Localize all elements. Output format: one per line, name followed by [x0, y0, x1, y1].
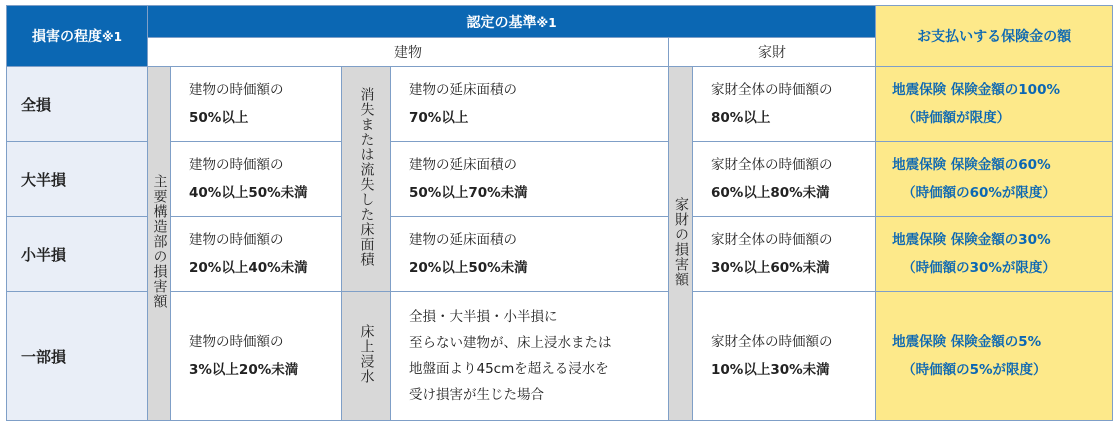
degree-major-partial-loss: 大半損 — [7, 142, 148, 217]
degree-partial-loss: 一部損 — [7, 292, 148, 421]
insurance-criteria-table — [6, 5, 1113, 421]
header-criteria: 認定の基準※1 — [148, 6, 876, 38]
degree-minor-partial-loss: 小半損 — [7, 217, 148, 292]
header-contents: 家財 — [669, 38, 876, 67]
side-lost-floor: 消失または流失した床面積 — [342, 67, 391, 292]
contents-value-cell: 家財全体の時価額の 10%以上30%未満 — [693, 292, 876, 421]
side-flood: 床上浸水 — [342, 292, 391, 421]
payment-cell: 地震保険 保険金額の100% （時価額が限度） — [876, 67, 1113, 142]
degree-total-loss: 全損 — [7, 67, 148, 142]
header-payment: お支払いする保険金の額 — [876, 6, 1113, 67]
payment-cell: 地震保険 保険金額の30% （時価額の30%が限度） — [876, 217, 1113, 292]
floor-area-cell: 建物の延床面積の 70%以上 — [391, 67, 669, 142]
flood-condition-cell: 全損・大半損・小半損に 至らない建物が、床上浸水または 地盤面より45cmを超える浸水を 受け損害が生じた場合 — [391, 292, 669, 421]
payment-cell: 地震保険 保険金額の5% （時価額の5%が限度） — [876, 292, 1113, 421]
building-value-cell: 建物の時価額の 40%以上50%未満 — [171, 142, 342, 217]
building-value-cell: 建物の時価額の 20%以上40%未満 — [171, 217, 342, 292]
contents-value-cell: 家財全体の時価額の 60%以上80%未満 — [693, 142, 876, 217]
side-main-structure: 主要構造部の損害額 — [148, 67, 171, 421]
building-value-cell: 建物の時価額の 3%以上20%未満 — [171, 292, 342, 421]
floor-area-cell: 建物の延床面積の 50%以上70%未満 — [391, 142, 669, 217]
floor-area-cell: 建物の延床面積の 20%以上50%未満 — [391, 217, 669, 292]
payment-cell: 地震保険 保険金額の60% （時価額の60%が限度） — [876, 142, 1113, 217]
contents-value-cell: 家財全体の時価額の 80%以上 — [693, 67, 876, 142]
header-building: 建物 — [148, 38, 669, 67]
side-contents-damage: 家財の損害額 — [669, 67, 693, 421]
header-degree: 損害の程度※1 — [7, 6, 148, 67]
building-value-cell: 建物の時価額の 50%以上 — [171, 67, 342, 142]
contents-value-cell: 家財全体の時価額の 30%以上60%未満 — [693, 217, 876, 292]
